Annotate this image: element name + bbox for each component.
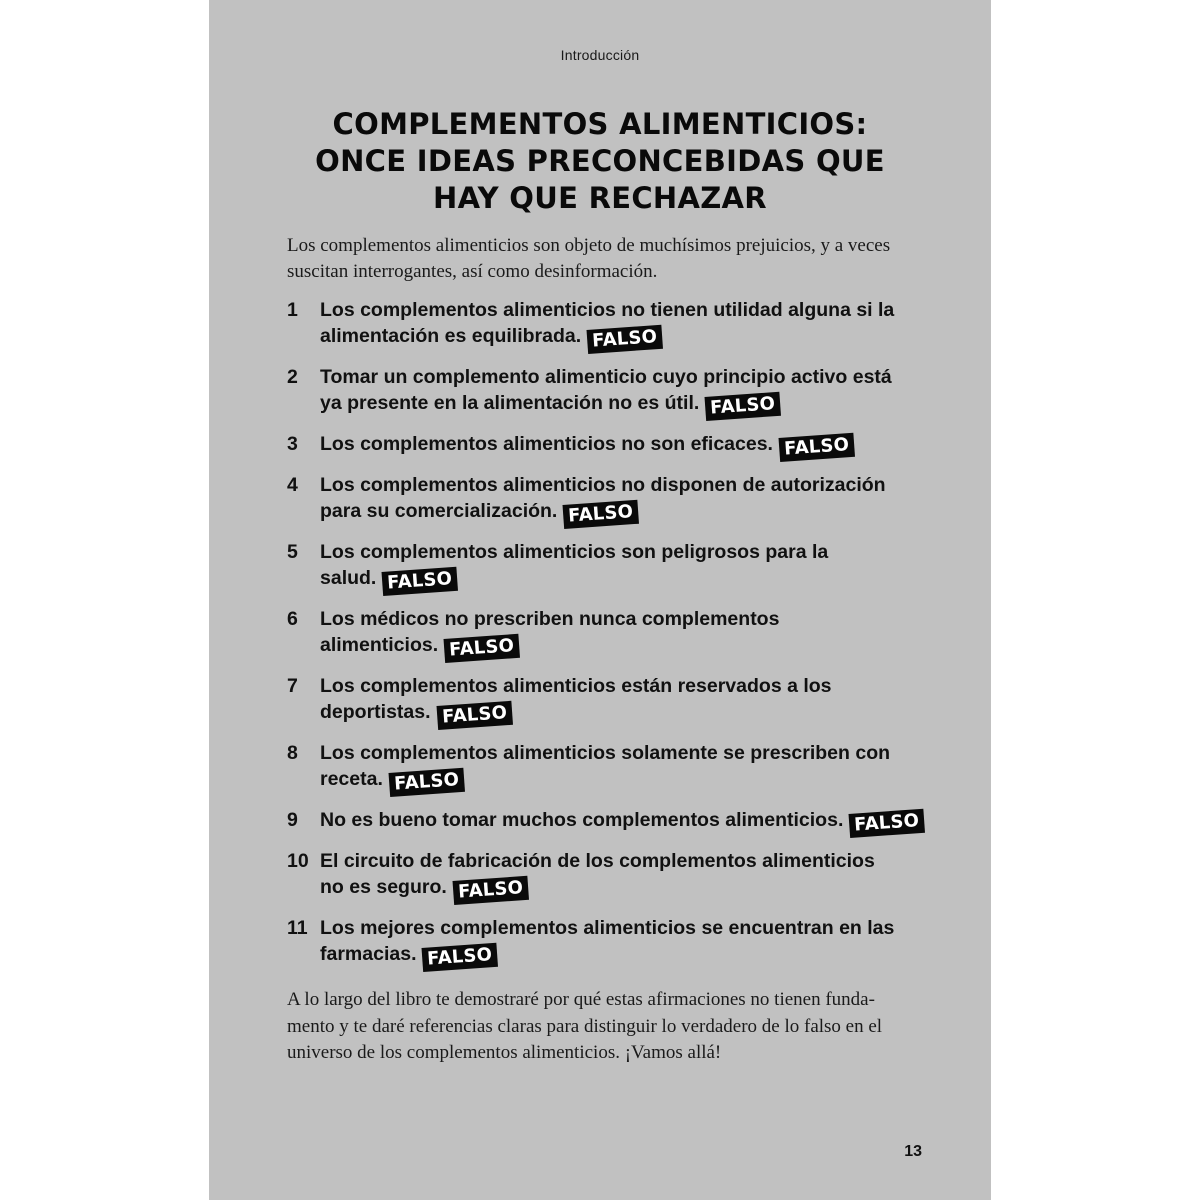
item-number: 3 <box>287 433 298 455</box>
item-text: no es seguro. <box>320 876 447 898</box>
item-text-line: Los médicos no prescriben nunca complementos <box>320 608 780 630</box>
item-text: No es bueno tomar muchos complementos alimenticios. <box>320 809 844 831</box>
falso-badge: FALSO <box>849 809 925 838</box>
title-line: ONCE IDEAS PRECONCEBIDAS QUE <box>315 144 885 178</box>
item-text-line <box>320 565 967 594</box>
item-text: farmacias. <box>320 943 417 965</box>
title-line: HAY QUE RECHAZAR <box>433 181 767 215</box>
item-number: 11 <box>287 917 308 939</box>
item-number: 6 <box>287 608 298 630</box>
list-item <box>287 431 967 460</box>
item-text-line <box>320 632 967 661</box>
falso-badge: FALSO <box>436 701 512 730</box>
item-text: alimentación es equilibrada. <box>320 325 582 347</box>
closing-paragraph <box>287 987 927 1067</box>
closing-line: mento y te daré referencias claras para distinguir lo verdadero de lo falso en el <box>287 1015 883 1037</box>
list-item <box>287 297 967 352</box>
list-item <box>287 807 967 836</box>
falso-badge: FALSO <box>587 325 663 354</box>
page-number: 13 <box>904 1143 922 1160</box>
item-number: 5 <box>287 541 298 563</box>
item-text-line: Tomar un complemento alimenticio cuyo principio activo está <box>320 366 892 388</box>
falso-badge: FALSO <box>452 876 528 905</box>
falso-badge: FALSO <box>444 634 520 663</box>
book-page <box>209 0 991 1200</box>
list-item <box>287 606 967 661</box>
item-number: 2 <box>287 366 298 388</box>
item-number: 9 <box>287 809 298 831</box>
item-text-line <box>320 498 967 527</box>
item-number: 8 <box>287 742 298 764</box>
item-text-line: Los mejores complementos alimenticios se encuentran en las <box>320 917 895 939</box>
item-text: deportistas. <box>320 701 431 723</box>
item-text-line <box>320 431 967 460</box>
item-text-line <box>320 766 967 795</box>
list-item <box>287 915 967 970</box>
list-item <box>287 472 967 527</box>
list-item <box>287 848 967 903</box>
item-text-line: El circuito de fabricación de los complementos alimenticios <box>320 850 875 872</box>
list-item <box>287 539 967 594</box>
falso-badge: FALSO <box>705 392 781 421</box>
item-text-line <box>320 874 967 903</box>
misconceptions-list <box>287 297 967 982</box>
intro-line: Los complementos alimenticios son objeto de muchísimos prejuicios, y a veces <box>287 235 891 256</box>
item-text-line: Los complementos alimenticios son peligrosos para la <box>320 541 829 563</box>
closing-line: universo de los complementos alimenticios. ¡Vamos allá! <box>287 1042 722 1063</box>
item-text-line <box>320 941 967 970</box>
item-text-line <box>320 807 967 836</box>
item-text-line <box>320 323 967 352</box>
item-text: alimenticios. <box>320 634 439 656</box>
item-text: receta. <box>320 768 383 790</box>
item-number: 4 <box>287 474 298 496</box>
item-text-line <box>320 699 967 728</box>
item-text: Los complementos alimenticios no son eficaces. <box>320 433 773 455</box>
falso-badge: FALSO <box>778 433 854 462</box>
falso-badge: FALSO <box>388 768 464 797</box>
intro-paragraph <box>287 233 927 285</box>
closing-line: A lo largo del libro te demostraré por qué estas afirmaciones no tienen funda- <box>287 989 875 1010</box>
item-text-line: Los complementos alimenticios solamente se prescriben con <box>320 742 891 764</box>
item-number: 7 <box>287 675 298 697</box>
item-text: salud. <box>320 567 377 589</box>
falso-badge: FALSO <box>382 567 458 596</box>
chapter-title <box>269 106 931 217</box>
item-number: 10 <box>287 850 309 872</box>
item-text-line: Los complementos alimenticios están reservados a los <box>320 675 832 697</box>
title-line: COMPLEMENTOS ALIMENTICIOS: <box>332 107 868 141</box>
item-text-line: Los complementos alimenticios no tienen utilidad alguna si la <box>320 299 895 321</box>
item-text: para su comercialización. <box>320 500 558 522</box>
item-text-line: Los complementos alimenticios no disponen de autorización <box>320 474 886 496</box>
item-text: ya presente en la alimentación no es útil. <box>320 392 700 414</box>
item-number: 1 <box>287 299 298 321</box>
falso-badge: FALSO <box>563 500 639 529</box>
item-text-line <box>320 390 967 419</box>
list-item <box>287 740 967 795</box>
list-item <box>287 364 967 419</box>
intro-line: suscitan interrogantes, así como desinformación. <box>287 261 658 282</box>
falso-badge: FALSO <box>422 943 498 972</box>
list-item <box>287 673 967 728</box>
running-head: Introducción <box>560 47 640 63</box>
